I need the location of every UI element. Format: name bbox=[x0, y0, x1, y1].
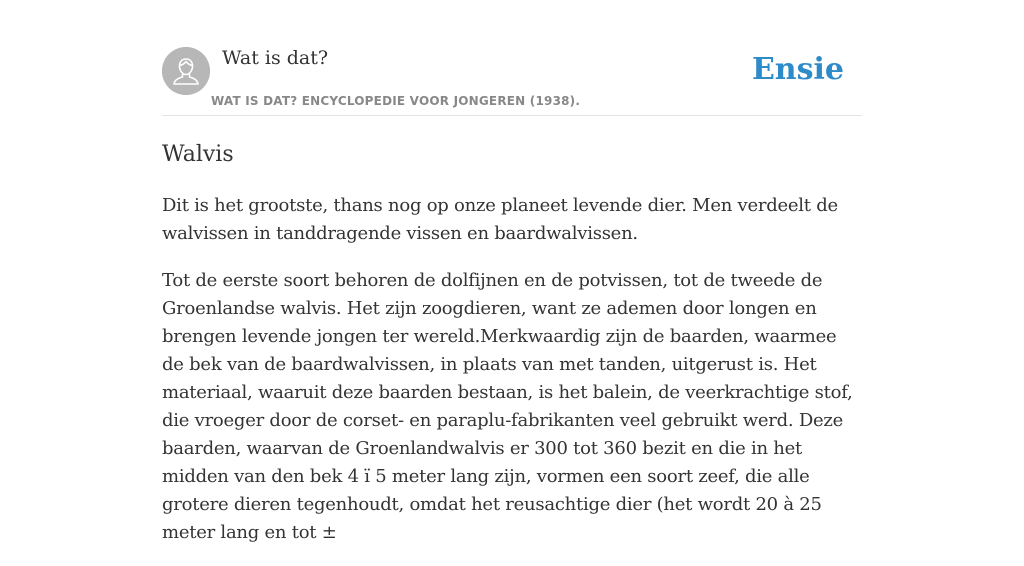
article-paragraph: Dit is het grootste, thans nog op onze planeet levende dier. Men verdeelt de walvissen in tanddragende vissen en baardwalvissen. bbox=[162, 195, 838, 244]
ensie-logo-link[interactable]: Ensie bbox=[751, 52, 844, 87]
article-body bbox=[162, 192, 862, 566]
source-title[interactable]: Wat is dat? bbox=[222, 47, 329, 69]
user-icon bbox=[162, 47, 210, 95]
source-subtitle[interactable]: WAT IS DAT? ENCYCLOPEDIE VOOR JONGEREN (1938). bbox=[211, 94, 581, 108]
page bbox=[162, 0, 862, 543]
avatar[interactable] bbox=[162, 47, 210, 95]
source-header bbox=[162, 0, 862, 116]
article-paragraph: Tot de eerste soort behoren de dolfijnen en de potvissen, tot de tweede de Groenlandse walvis. Het zijn zoogdieren, want ze ademen door longen en brengen levende jongen ter wereld.Merkwaardig zijn de baarden, waarmee de bek van de baardwalvissen, in plaats van met tanden, uitgerust is. Het materiaal, waaruit deze baarden bestaan, is het balein, de veerkrachtige stof, die vroeger door de corset- en paraplu-fabrikanten veel gebruikt werd. Deze baarden, waarvan de Groenlandwalvis er 300 tot 360 bezit en die in het midden van den bek 4 ï 5 meter lang zijn, vormen een soort zeef, die alle grotere dieren tegenhoudt, omdat het reusachtige dier (het wordt 20 à 25 meter lang en tot ± bbox=[162, 270, 853, 543]
article-title: Walvis bbox=[162, 142, 234, 167]
